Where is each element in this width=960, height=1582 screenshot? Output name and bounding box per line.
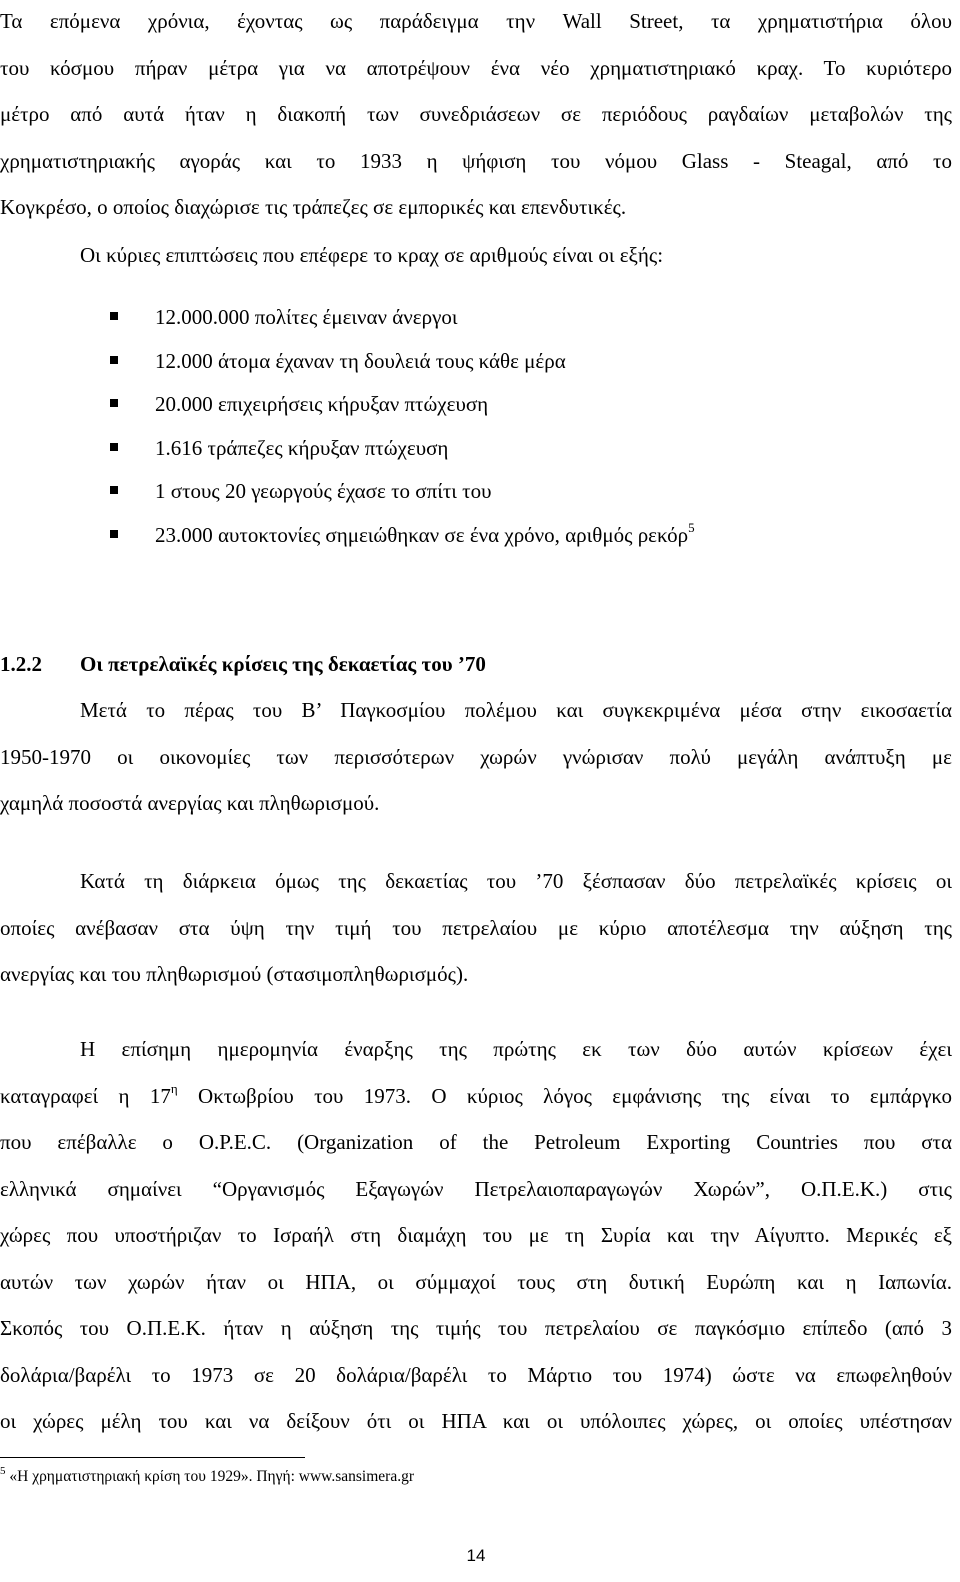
text-line: αυτών των χωρών ήταν οι ΗΠΑ, οι σύμμαχοί τους στη δυτική Ευρώπη και η Ιαπωνία. xyxy=(0,1269,952,1294)
list-item-text xyxy=(155,514,695,558)
text-line: οι χώρες μέλη του και να δείξουν ότι οι ΗΠΑ και οι υπόλοιπες χώρες, οι οποίες υπέστησαν xyxy=(0,1409,952,1433)
list-item-text: 12.000 άτομα έχαναν τη δουλειά τους κάθε μέρα xyxy=(155,348,566,373)
text-line: Κατά τη διάρκεια όμως της δεκαετίας του ’70 ξέσπασαν δύο πετρελαϊκές κρίσεις οι xyxy=(80,869,952,893)
text-fragment: Οκτωβρίου του 1973. Ο κύριος λόγος εμφάνισης της είναι το εμπάργκο xyxy=(177,1083,952,1108)
square-bullet-icon xyxy=(110,443,118,451)
ordinal-superscript: η xyxy=(170,1080,178,1096)
text-line: Τα επόμενα χρόνια, έχοντας ως παράδειγμα την Wall Street, τα χρηματιστήρια όλου xyxy=(0,9,952,33)
paragraph-oil-crises xyxy=(0,858,952,998)
text-line: μέτρο από αυτά ήταν η διακοπή των συνεδριάσεων σε περιόδους ραγδαίων μεταβολών της xyxy=(0,102,952,126)
text-line: δολάρια/βαρέλι το 1973 σε 20 δολάρια/βαρέλι το Μάρτιο του 1974) ώστε να επωφεληθούν xyxy=(0,1362,952,1387)
footnote-text: «Η χρηματιστηριακή κρίση του 1929». Πηγή: www.sansimera.gr xyxy=(5,1468,414,1485)
text-line: Σκοπός του Ο.Π.Ε.Κ. ήταν η αύξηση της τιμής του πετρελαίου σε παγκόσμιο επίπεδο (από 3 xyxy=(0,1316,952,1340)
text-line xyxy=(0,1073,952,1120)
text-line: ελληνικά σημαίνει “Οργανισμός Εξαγωγών Πετρελαιοπαραγωγών Χωρών”, Ο.Π.Ε.Κ.) στις xyxy=(0,1176,952,1201)
text-line: Η επίσημη ημερομηνία έναρξης της πρώτης εκ των δύο αυτών κρίσεων έχει xyxy=(80,1037,952,1061)
list-item-text: 12.000.000 πολίτες έμειναν άνεργοι xyxy=(155,305,458,329)
text-line: του κόσμου πήραν μέτρα για να αποτρέψουν ένα νέο χρηματιστηριακό κραχ. Το κυριότερο xyxy=(0,55,952,80)
paragraph-stock-exchange-measures xyxy=(0,0,952,231)
list-item-text: 20.000 επιχειρήσεις κήρυξαν πτώχευση xyxy=(155,392,489,416)
list-item-text: 1.616 τράπεζες κήρυξαν πτώχευση xyxy=(155,435,449,460)
text-line: οποίες ανέβασαν στα ύψη την τιμή του πετρελαίου με κύριο αποτέλεσμα την αύξηση της xyxy=(0,915,952,940)
text-line: Κογκρέσο, ο οποίος διαχώρισε τις τράπεζες σε εμπορικές και επενδυτικές. xyxy=(0,195,627,219)
section-number: 1.2.2 xyxy=(0,652,42,676)
list-item-text: 1 στους 20 γεωργούς έχασε το σπίτι του xyxy=(155,479,492,503)
footnote xyxy=(0,1466,414,1488)
square-bullet-icon xyxy=(110,312,118,320)
text-line: χαμηλά ποσοστά ανεργίας και πληθωρισμού. xyxy=(0,791,380,815)
text-line: Μετά το πέρας του Β’ Παγκοσμίου πολέμου και συγκεκριμένα μέσα στην εικοσαετία xyxy=(80,698,952,722)
text-line: που επέβαλλε ο O.P.E.C. (Organization of the Petroleum Exporting Countries που στα xyxy=(0,1130,952,1154)
text-fragment: καταγραφεί η 17 xyxy=(0,1083,171,1108)
paragraph-crash-effects-intro xyxy=(80,232,940,279)
footnote-reference[interactable]: 5 xyxy=(688,519,695,535)
page-number: 14 xyxy=(466,1546,486,1565)
paragraph-opec-embargo xyxy=(0,1026,952,1445)
text-line: χρηματιστηριακής αγοράς και το 1933 η ψήφιση του νόμου Glass - Steagal, από το xyxy=(0,148,952,173)
paragraph-postwar-growth xyxy=(0,687,952,827)
square-bullet-icon xyxy=(110,399,118,407)
square-bullet-icon xyxy=(110,356,118,364)
text-line: ανεργίας και του πληθωρισμού (στασιμοπληθωρισμός). xyxy=(0,962,469,986)
text-line: χώρες που υποστήριζαν το Ισραήλ στη διαμάχη του με τη Συρία και την Αίγυπτο. Μερικές εξ xyxy=(0,1223,952,1247)
section-title: Οι πετρελαϊκές κρίσεις της δεκαετίας του ’70 xyxy=(80,652,486,676)
list-item-content: 23.000 αυτοκτονίες σημειώθηκαν σε ένα χρόνο, αριθμός ρεκόρ xyxy=(155,522,689,547)
square-bullet-icon xyxy=(110,530,118,538)
section-heading xyxy=(0,644,486,684)
footnote-separator xyxy=(0,1457,305,1458)
text-line: Οι κύριες επιπτώσεις που επέφερε το κραχ σε αριθμούς είναι οι εξής: xyxy=(80,243,664,267)
footnote-marker: 5 xyxy=(0,1465,6,1477)
text-line: 1950-1970 οι οικονομίες των περισσότερων χωρών γνώρισαν πολύ μεγάλη ανάπτυξη με xyxy=(0,744,952,769)
square-bullet-icon xyxy=(110,486,118,494)
